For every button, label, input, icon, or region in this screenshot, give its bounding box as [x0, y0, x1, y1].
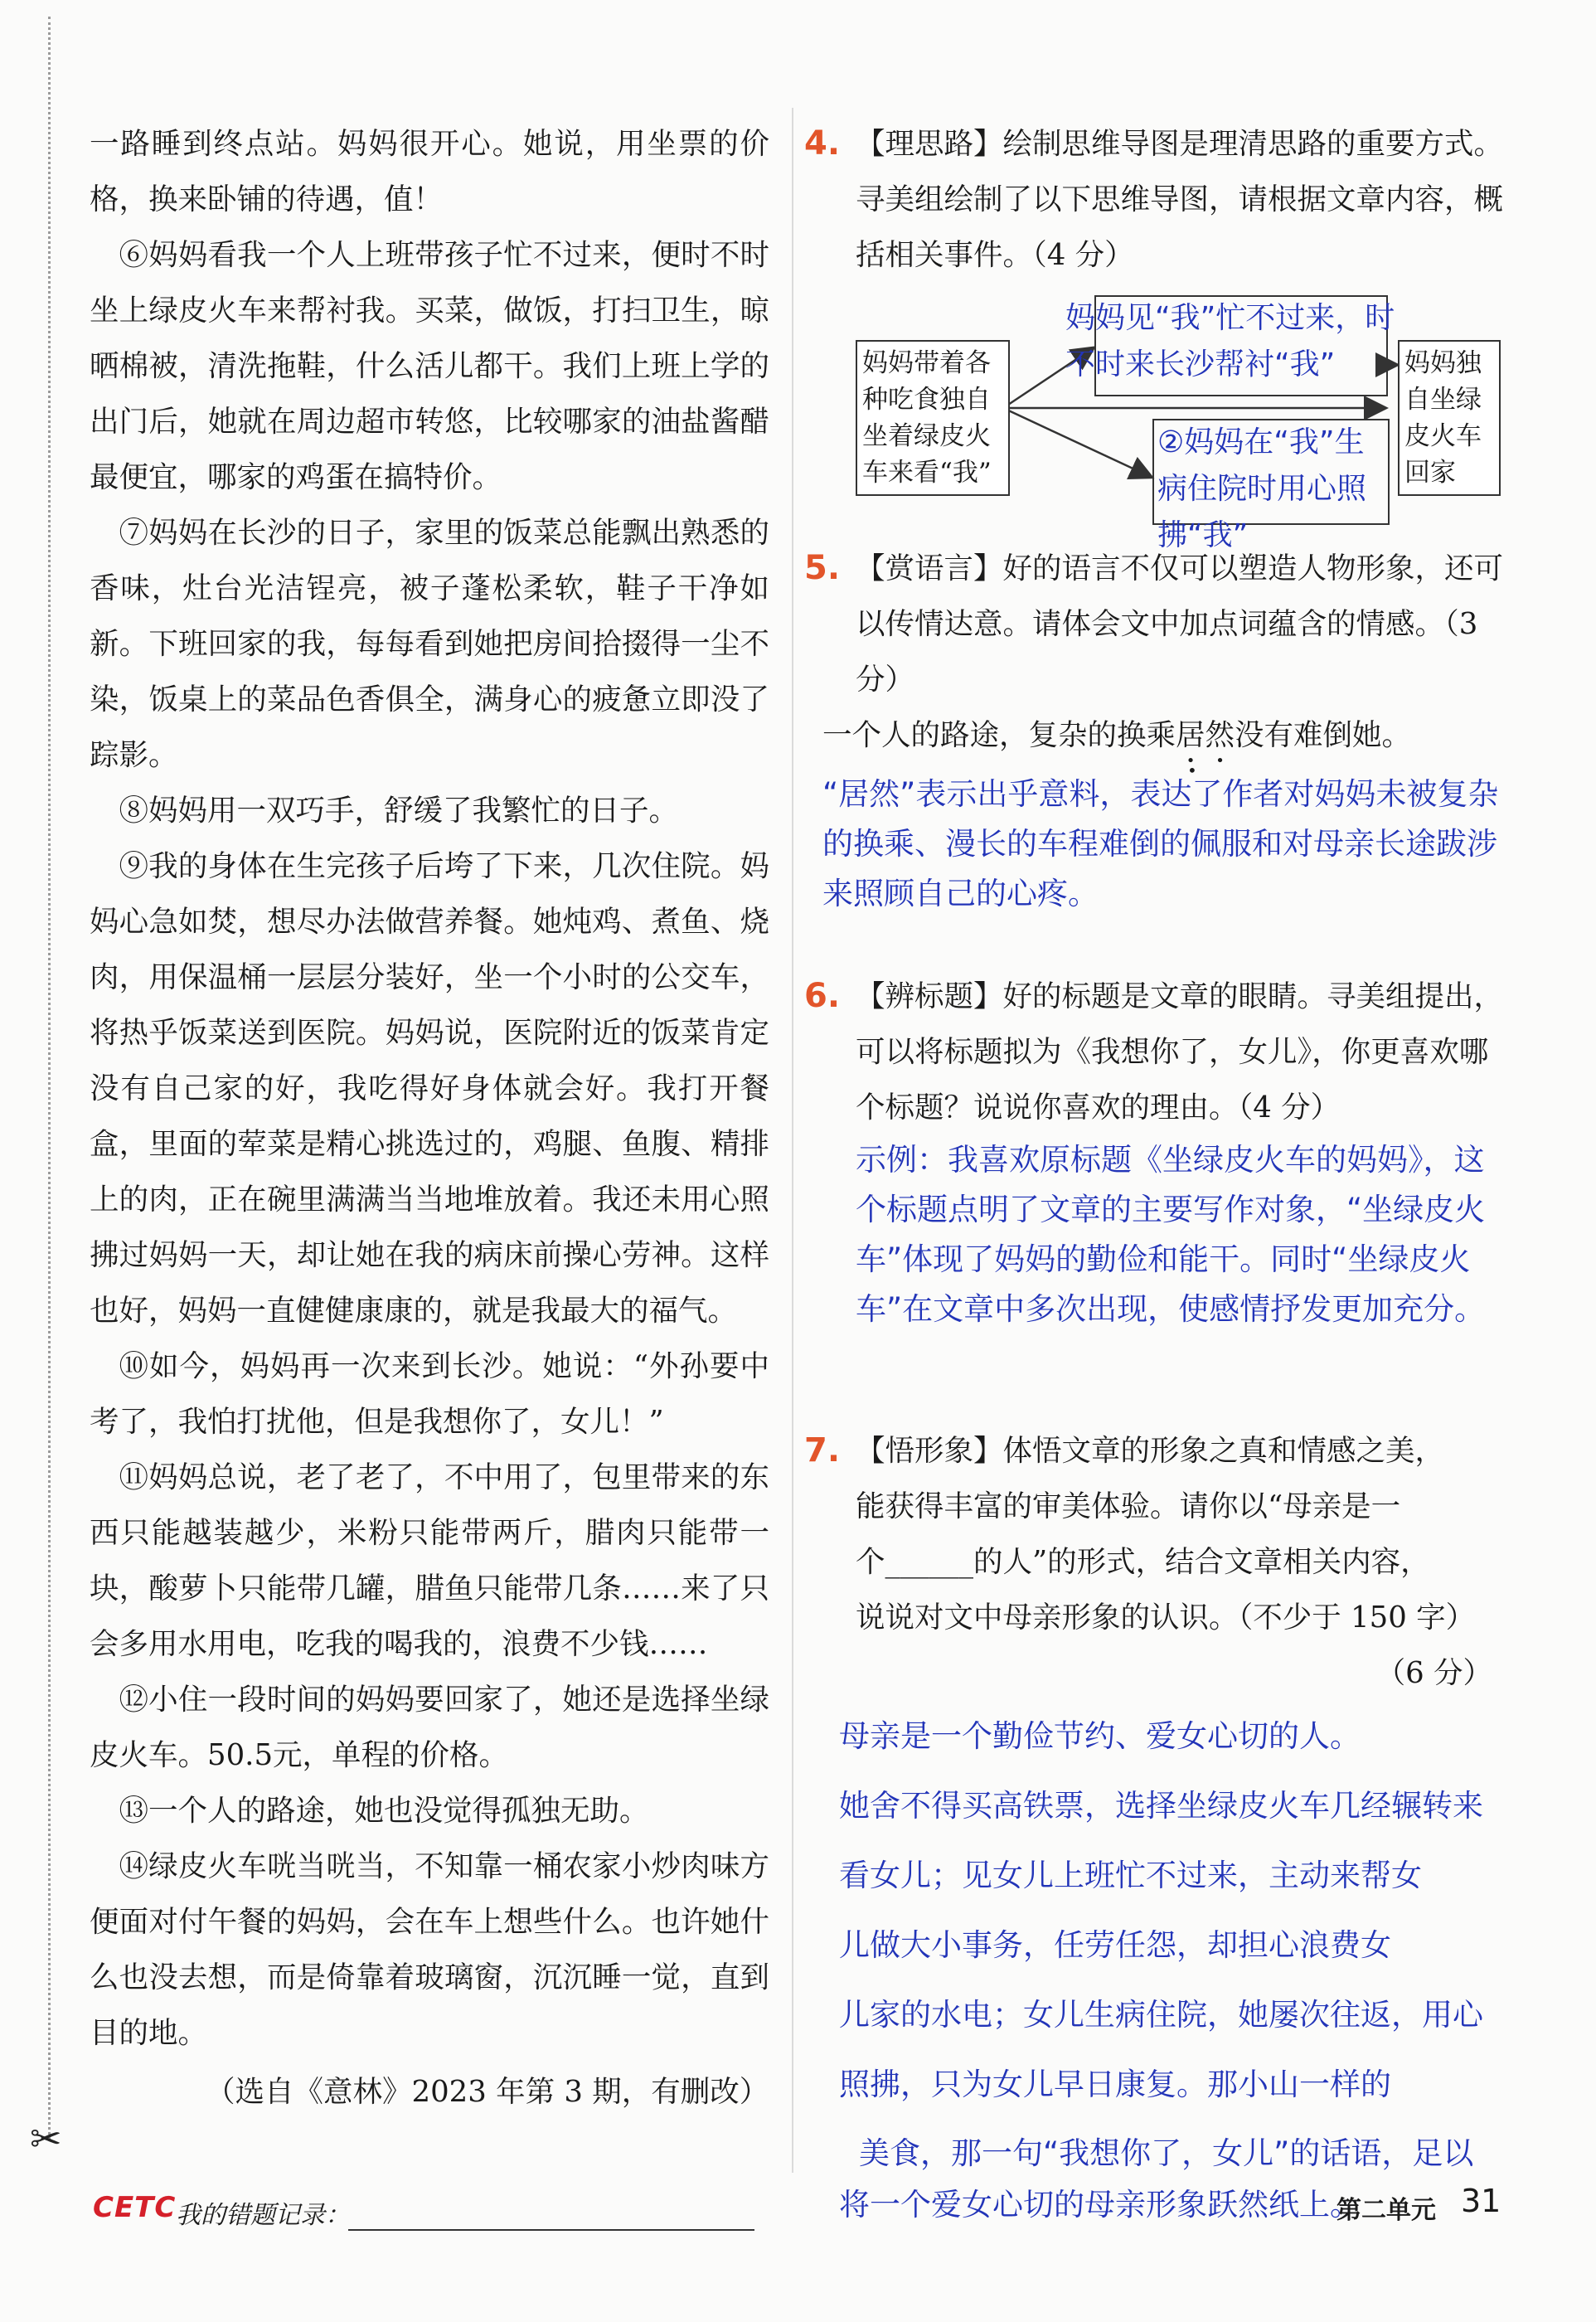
mind-map-end-text: 妈妈独自坐绿皮火车回家	[1404, 348, 1482, 488]
arrow-to-event-2	[1003, 408, 1151, 477]
answer-line: 母亲是一个勤俭节约、爱女心切的人。	[839, 1718, 1361, 1754]
answer-line: 儿家的水电；女儿生病住院，她屡次往返，用心	[839, 1997, 1483, 2033]
question-number: 5.	[804, 549, 841, 587]
answer-line: 将一个爱女心切的母亲形象跃然纸上。	[839, 2187, 1361, 2222]
quoted-sentence	[822, 707, 1509, 770]
page-number: 31	[1461, 2183, 1501, 2219]
publisher-logo: CETC	[93, 2191, 177, 2224]
article-paragraph: ⑭绿皮火车咣当咣当，不知靠一桶农家小炒肉味方便面对付午餐的妈妈，会在车上想些什么。也许她什么也没去想，而是倚靠着玻璃窗，沉沉睡一觉，直到目的地。	[90, 1849, 769, 2050]
question-text-line: 能获得丰富的审美体验。请你以“母亲是一	[856, 1489, 1401, 1523]
question-text-line: 个______的人”的形式，结合文章相关内容，	[856, 1545, 1430, 1579]
question-6	[804, 969, 1509, 1334]
mind-map-start-box	[856, 340, 1010, 496]
source-citation: （选自《意林》2023 年第 3 期，有删改）	[206, 2075, 769, 2109]
quoted-sentence-part: 没有难倒她。	[1235, 718, 1412, 752]
error-record-label: 我的错题记录：	[176, 2201, 350, 2230]
answer-line: 她舍不得买高铁票，选择坐绿皮火车几经辗转来	[839, 1788, 1483, 1824]
question-7	[804, 1423, 1509, 1701]
article-paragraph: ⑨我的身体在生完孩子后垮了下来，几次住院。妈妈心急如焚，想尽办法做营养餐。她炖鸡、煮鱼、烧肉，用保温桶一层层分装好，坐一个小时的公交车，将热乎饭菜送到医院。妈妈说，医院附近的饭菜肯定没有自己家的好，我吃得好身体就会好。我打开餐盒，里面的荤菜是精心挑选过的，鸡腿、鱼腹、精排上的肉，正在碗里满满当当地堆放着。我还未用心照拂过妈妈一天，却让她在我的病床前操心劳神。这样也好，妈妈一直健健康康的，就是我最大的福气。	[90, 849, 769, 1328]
question-number: 4.	[804, 124, 841, 163]
mind-map-answer-1: 妈妈见“我”忙不过来，时不时来长沙帮衬“我”	[1065, 301, 1395, 381]
answer-text: 示例：我喜欢原标题《坐绿皮火车的妈妈》，这个标题点明了文章的主要写作对象，“坐绿皮火车”体现了妈妈的勤俭和能干。同时“坐绿皮火车”在文章中多次出现，使感情抒发更加充分。	[856, 1142, 1486, 1327]
scissors-icon: ✂	[30, 2116, 62, 2161]
question-text-line: 【悟形象】体悟文章的形象之真和情感之美，	[856, 1434, 1445, 1468]
question-text: 【理思路】绘制思维导图是理清思路的重要方式。寻美组绘制了以下思维导图，请根据文章内容，概括相关事件。（4 分）	[856, 127, 1504, 272]
question-number: 6.	[804, 977, 841, 1015]
answer-line: 照拂，只为女儿早日康复。那小山一样的	[839, 2067, 1391, 2102]
answer-line: 儿做大小事务，任劳任怨，却担心浪费女	[839, 1927, 1391, 1963]
mind-map-answer-2: ②妈妈在“我”生病住院时用心照拂“我”	[1157, 425, 1367, 552]
question-7-answer	[839, 1702, 1552, 2231]
question-5	[804, 541, 1509, 919]
question-number: 7.	[804, 1431, 841, 1469]
question-score: （6 分）	[1375, 1656, 1492, 1690]
mind-map-start-text: 妈妈带着各种吃食独自坐着绿皮火车来看“我”	[862, 348, 992, 488]
article-paragraph: ⑩如今，妈妈再一次来到长沙。她说：“外孙要中考了，我怕打扰他，但是我想你了，女儿！”	[90, 1349, 769, 1439]
article-paragraph: ⑬一个人的路途，她也没觉得孤独无助。	[119, 1794, 649, 1828]
question-text-line: 说说对文中母亲形象的认识。（不少于 150 字）	[856, 1601, 1476, 1635]
article-paragraph: ⑪妈妈总说，老了老了，不中用了，包里带来的东西只能越装越少，米粉只能带两斤，腊肉只能带一块，酸萝卜只能带几罐，腊鱼只能带几条……来了只会多用水用电，吃我的喝我的，浪费不少钱……	[90, 1460, 769, 1661]
article-paragraph: 一路睡到终点站。妈妈很开心。她说，用坐票的价格，换来卧铺的待遇，值！	[90, 127, 769, 216]
question-text: 【辨标题】好的标题是文章的眼睛。寻美组提出，可以将标题拟为《我想你了，女儿》，你更喜欢哪个标题？说说你喜欢的理由。（4 分）	[856, 979, 1504, 1125]
unit-label: 第二单元	[1336, 2196, 1436, 2225]
article-paragraph: ⑥妈妈看我一个人上班带孩子忙不过来，便时不时坐上绿皮火车来帮衬我。买菜，做饭，打扫卫生，晾晒棉被，清洗拖鞋，什么活儿都干。我们上班上学的出门后，她就在周边超市转悠，比较哪家的油盐酱醋最便宜，哪家的鸡蛋在搞特价。	[90, 238, 769, 494]
answer-line: 看女儿；见女儿上班忙不过来，主动来帮女	[839, 1858, 1422, 1893]
article-paragraph: ⑦妈妈在长沙的日子，家里的饭菜总能飘出熟悉的香味，灶台光洁锃亮，被子蓬松柔软，鞋子干净如新。下班回家的我，每每看到她把房间拾掇得一尘不染，饭桌上的菜品色香俱全，满身心的疲惫立即没了踪影。	[90, 516, 769, 772]
article-paragraph: ⑫小住一段时间的妈妈要回家了，她还是选择坐绿皮火车。50.5元，单程的价格。	[90, 1683, 769, 1772]
quoted-sentence-part: 一个人的路途，复杂的换乘	[822, 718, 1176, 752]
question-text: 【赏语言】好的语言不仅可以塑造人物形象，还可以传情达意。请体会文中加点词蕴含的情感。（3 分）	[856, 551, 1504, 697]
article-paragraph: ⑧妈妈用一双巧手，舒缓了我繁忙的日子。	[119, 794, 679, 828]
mind-map-end-box	[1398, 340, 1501, 496]
dotted-word: 居然	[1176, 718, 1235, 752]
answer-line: 美食，那一句“我想你了，女儿”的话语，足以	[859, 2135, 1474, 2171]
answer-text: “居然”表示出乎意料，表达了作者对妈妈未被复杂的换乘、漫长的车程难倒的佩服和对母亲长途跋涉来照顾自己的心疼。	[822, 776, 1499, 911]
